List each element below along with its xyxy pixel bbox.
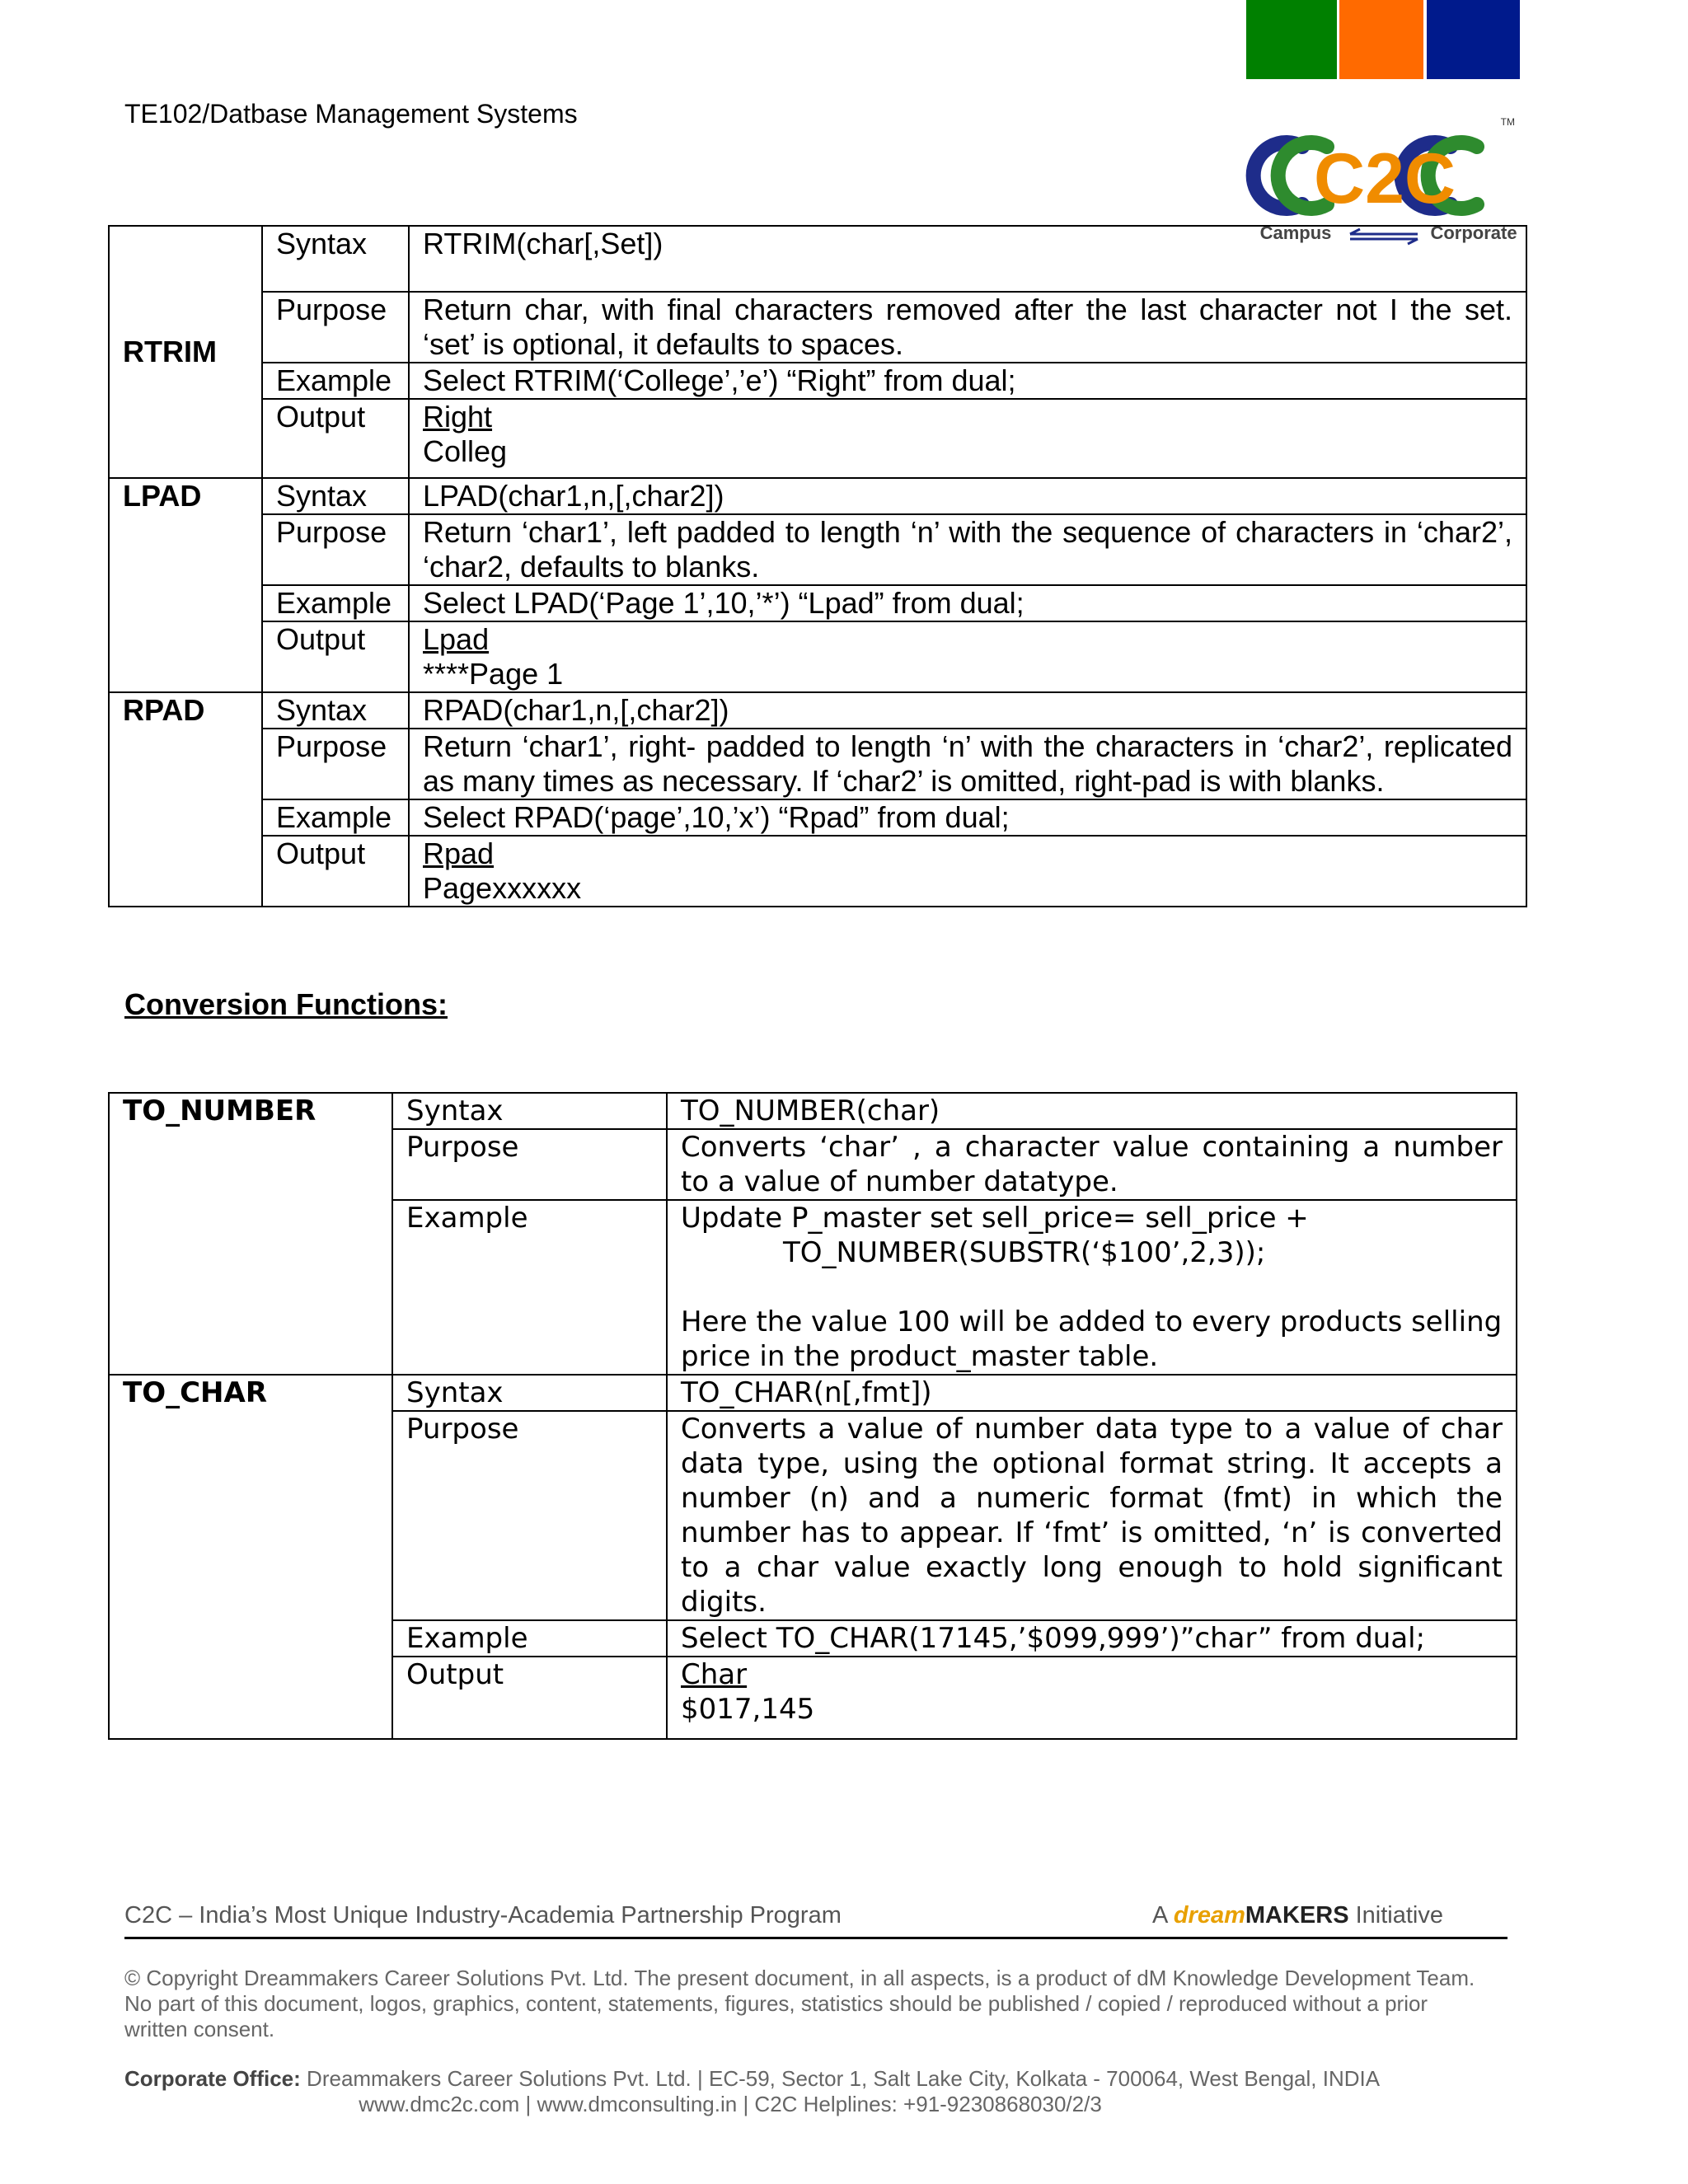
string-functions-table [108, 225, 1527, 907]
rpad-purpose: Return ‘char1’, right- padded to length ‘n’ with the characters in ‘char2’, replicated as many times as necessary. If ‘char2’ is omitted, right-pad is with blanks. [409, 729, 1526, 799]
to-char-example: Select TO_CHAR(17145,’$099,999’)”char” from dual; [667, 1620, 1517, 1657]
purpose-label: Purpose [262, 514, 409, 585]
purpose-label: Purpose [262, 729, 409, 799]
table-row [109, 799, 1526, 836]
table-row [109, 363, 1526, 399]
function-name-to-char: TO_CHAR [109, 1375, 392, 1739]
output-label: Output [392, 1657, 667, 1739]
logo-trademark: TM [1500, 116, 1515, 128]
to-number-example [667, 1200, 1517, 1375]
brand-block-blue [1427, 0, 1520, 79]
syntax-label: Syntax [262, 226, 409, 292]
rtrim-purpose: Return char, with final characters removed after the last character not I the set. ‘set’ is optional, it defaults to spaces. [409, 292, 1526, 363]
lpad-example: Select LPAD(‘Page 1’,10,’*’) “Lpad” from dual; [409, 585, 1526, 621]
lpad-syntax: LPAD(char1,n,[,char2]) [409, 478, 1526, 514]
rpad-syntax: RPAD(char1,n,[,char2]) [409, 692, 1526, 729]
output-label: Output [262, 399, 409, 478]
table-row [109, 226, 1526, 292]
table-row [109, 514, 1526, 585]
table-row [109, 1375, 1517, 1411]
output-header: Rpad [423, 837, 495, 870]
to-char-purpose: Converts a value of number data type to a value of char data type, using the optional format string. It accepts a number (n) and a numeric format (fmt) in which the number has to appear. If ‘fmt’ is omitted, ‘n’ is converted to a char value exactly long enough to hold significant digits. [667, 1411, 1517, 1620]
initiative-word: Initiative [1355, 1902, 1443, 1929]
output-value: ****Page 1 [423, 657, 564, 691]
section-heading-conversion: Conversion Functions: [124, 987, 448, 1021]
rtrim-example: Select RTRIM(‘College’,’e’) “Right” from dual; [409, 363, 1526, 399]
logo-campus: Campus [1259, 223, 1332, 243]
corporate-office [124, 2066, 1517, 2092]
purpose-label: Purpose [262, 292, 409, 363]
example-line: Update P_master set sell_price= sell_price + [681, 1202, 1309, 1235]
function-name-rpad: RPAD [109, 692, 262, 907]
syntax-label: Syntax [392, 1375, 667, 1411]
table-row [109, 478, 1526, 514]
document-title: TE102/Datbase Management Systems [124, 99, 578, 129]
output-label: Output [262, 836, 409, 907]
example-label: Example [392, 1620, 667, 1657]
syntax-label: Syntax [262, 692, 409, 729]
output-value: Colleg [423, 434, 508, 468]
example-note: Here the value 100 will be added to every products selling price in the product_master table. [681, 1305, 1503, 1373]
footer-websites: www.dmc2c.com | www.dmconsulting.in | C2C Helplines: +91-9230868030/2/3 [359, 2092, 1102, 2116]
purpose-label: Purpose [392, 1129, 667, 1200]
initiative-makers: MAKERS [1245, 1902, 1349, 1929]
function-name-rtrim: RTRIM [109, 226, 262, 478]
syntax-label: Syntax [262, 478, 409, 514]
example-line: TO_NUMBER(SUBSTR(‘$100’,2,3)); [783, 1236, 1266, 1269]
function-name-lpad: LPAD [109, 478, 262, 692]
logo-corporate: Corporate [1430, 223, 1517, 243]
office-label: Corporate Office: [124, 2066, 301, 2091]
footer-tagline: C2C – India’s Most Unique Industry-Academia Partnership Program [124, 1902, 842, 1929]
example-label: Example [262, 363, 409, 399]
function-name-to-number: TO_NUMBER [109, 1093, 392, 1375]
brand-block-orange [1339, 0, 1423, 79]
table-row [109, 729, 1526, 799]
example-label: Example [262, 585, 409, 621]
rtrim-output [409, 399, 1526, 478]
initiative-dream: dream [1173, 1902, 1245, 1929]
example-label: Example [262, 799, 409, 836]
table-row [109, 621, 1526, 692]
output-header: Lpad [423, 622, 490, 656]
rpad-example: Select RPAD(‘page’,10,’x’) “Rpad” from dual; [409, 799, 1526, 836]
initiative-a: A [1152, 1902, 1167, 1929]
table-row [109, 692, 1526, 729]
output-header: Right [423, 400, 493, 434]
table-row [109, 1093, 1517, 1129]
logo-text: C2C [1313, 139, 1456, 218]
syntax-label: Syntax [392, 1093, 667, 1129]
to-char-output [667, 1657, 1517, 1739]
table-row [109, 292, 1526, 363]
lpad-purpose: Return ‘char1’, left padded to length ‘n’ with the sequence of characters in ‘char2’, ‘char2, defaults to blanks. [409, 514, 1526, 585]
to-number-syntax: TO_NUMBER(char) [667, 1093, 1517, 1129]
output-value: $017,145 [681, 1693, 815, 1726]
table-row [109, 585, 1526, 621]
footer-initiative [1152, 1902, 1443, 1929]
copyright-notice: © Copyright Dreammakers Career Solutions Pvt. Ltd. The present document, in all aspects, is a product of dM Knowledge Development Team. No part of this document, logos, graphics, content, statements, figures, statistics should be published / copied / reproduced without a prior written consent. [124, 1966, 1475, 2041]
brand-block-green [1246, 0, 1337, 79]
to-number-purpose: Converts ‘char’ , a character value containing a number to a value of number datatype. [667, 1129, 1517, 1200]
footer-divider [124, 1937, 1507, 1939]
rpad-output [409, 836, 1526, 907]
table-row [109, 836, 1526, 907]
lpad-output [409, 621, 1526, 692]
purpose-label: Purpose [392, 1411, 667, 1620]
conversion-functions-table [108, 1092, 1517, 1740]
output-header: Char [681, 1658, 748, 1691]
office-address: Dreammakers Career Solutions Pvt. Ltd. | EC-59, Sector 1, Salt Lake City, Kolkata - 700064, West Bengal, INDIA [307, 2066, 1381, 2091]
example-label: Example [392, 1200, 667, 1375]
to-char-syntax: TO_CHAR(n[,fmt]) [667, 1375, 1517, 1411]
table-row [109, 399, 1526, 478]
output-value: Pagexxxxxx [423, 871, 582, 905]
output-label: Output [262, 621, 409, 692]
rtrim-syntax: RTRIM(char[,Set]) [409, 226, 1526, 292]
